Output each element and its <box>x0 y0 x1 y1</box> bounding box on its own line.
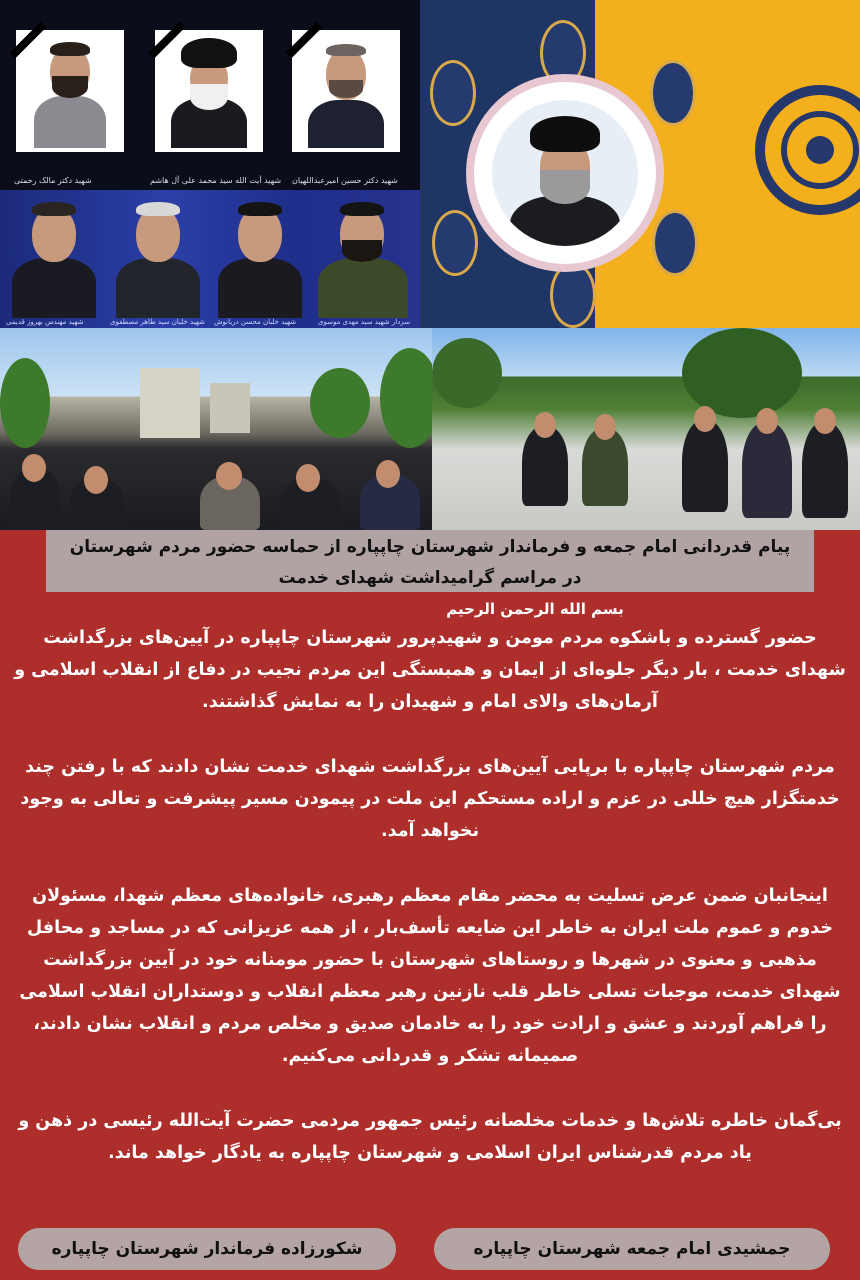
martyr-caption: شهید آیت الله سید محمد علی آل هاشم <box>150 176 282 185</box>
ceremony-crowd-photo <box>0 328 432 530</box>
martyrs-collage-image <box>0 0 420 328</box>
title-line-2: در مراسم گرامیداشت شهدای خدمت <box>278 568 582 588</box>
attendee <box>742 422 792 518</box>
martyr-caption: شهید دکتر مالک رحمتی <box>14 176 92 185</box>
president-portrait-medallion <box>466 74 664 272</box>
attendee <box>522 426 568 506</box>
martyr-portrait <box>4 198 104 310</box>
attendee-face <box>756 408 778 434</box>
attendee <box>682 420 728 512</box>
building <box>210 383 250 433</box>
martyr-portrait <box>210 198 310 310</box>
attendee <box>802 422 848 518</box>
martyr-caption: سردار شهید سید مهدی موسوی <box>318 318 411 326</box>
attendee-face <box>694 406 716 432</box>
tree <box>682 328 802 418</box>
martyr-portrait-frame <box>16 30 124 152</box>
attendee-face <box>534 412 556 438</box>
title-line-1: پیام قدردانی امام جمعه و فرماندار شهرستان چاپپاره از حماسه حضور مردم شهرستان <box>69 537 791 557</box>
attendee-face <box>376 460 400 488</box>
arabesque-ornament <box>652 210 698 276</box>
tree <box>432 338 502 408</box>
martyr-portrait-frame <box>292 30 400 152</box>
martyr-caption: شهید دکتر حسین امیرعبداللهیان <box>292 176 398 185</box>
rosette-ornament <box>750 70 860 230</box>
attendee-face <box>22 454 46 482</box>
memorial-artwork-image <box>420 0 860 328</box>
building <box>140 368 200 438</box>
signature-friday-prayer-leader: جمشیدی امام جمعه شهرستان چاپپاره <box>434 1228 830 1270</box>
martyr-caption: شهید خلبان سید طاهر مصطفوی <box>110 318 205 326</box>
martyr-portrait-frame <box>155 30 263 152</box>
tree <box>0 358 50 448</box>
paragraph-4: بی‌گمان خاطره تلاش‌ها و خدمات مخلصانه رئیس جمهور مردمی حضرت آیت‌الله رئیسی در ذهن و یاد مردم قدرشناس ایران اسلامی و شهرستان چاپپاره به یادگار خواهد ماند. <box>18 1111 842 1163</box>
basmala: بسم الله الرحمن الرحیم <box>446 600 624 618</box>
attendee-face <box>594 414 616 440</box>
attendee-face <box>84 466 108 494</box>
paragraph-3: اینجانبان ضمن عرض تسلیت به محضر مقام معظم رهبری، خانواده‌های معظم شهدا، مسئولان خدوم و عموم ملت ایران به خاطر این ضایعه تأسف‌بار ، از همه عزیزانی که در مساجد و محافل مذهبی و معنوی در شهرها و روستاهای شهرستان با حضور مومنانه خود در آیین بزرگداشت شهدای خدمت، موجبات تسلی خاطر قلب نازنین رهبر معظم انقلاب و دوستداران انقلاب اسلامی را فراهم آوردند و عشق و ارادت خود را به خادمان صدیق و مخلص مردم و انقلاب نشان دادند، صمیمانه تشکر و قدردانی می‌کنیم. <box>19 886 841 1066</box>
attendee-face <box>216 462 242 490</box>
arabesque-ornament <box>650 60 696 126</box>
message-title <box>46 530 814 592</box>
ceremony-officials-photo <box>432 328 860 530</box>
arabesque-ornament <box>432 210 478 276</box>
paragraph-1: حضور گسترده و باشکوه مردم مومن و شهیدپرور شهرستان چاپپاره در آیین‌های بزرگداشت شهدای خدمت ، بار دیگر جلوه‌ای از ایمان و همبستگی این مردم نجیب در دفاع از انقلاب اسلامی و آرمان‌های والای امام و شهیدان را به نمایش گذاشتند. <box>14 628 846 712</box>
message-body <box>12 596 848 1169</box>
martyr-caption: شهید خلبان محسن دریانوش <box>214 318 297 326</box>
paragraph-2: مردم شهرستان چاپپاره با برپایی آیین‌های بزرگداشت شهدای خدمت نشان دادند که با رفتن چند خدمتگزار هیچ خللی در عزم و اراده مستحکم این ملت در پیمودن مسیر پیشرفت و تعالی به وجود نخواهد آمد. <box>20 757 840 841</box>
martyrs-top-row <box>0 0 420 190</box>
martyr-portrait <box>108 198 208 310</box>
martyrs-bottom-row <box>0 190 420 328</box>
attendee-face <box>296 464 320 492</box>
martyr-portrait <box>312 198 412 310</box>
arabesque-ornament <box>550 262 596 328</box>
martyr-caption: شهید مهندس بهروز قدیمی <box>6 318 84 326</box>
arabesque-ornament <box>430 60 476 126</box>
tree <box>310 368 370 438</box>
attendee-face <box>814 408 836 434</box>
tree <box>380 348 432 448</box>
signature-governor: شکورزاده فرماندار شهرستان چاپپاره <box>18 1228 396 1270</box>
